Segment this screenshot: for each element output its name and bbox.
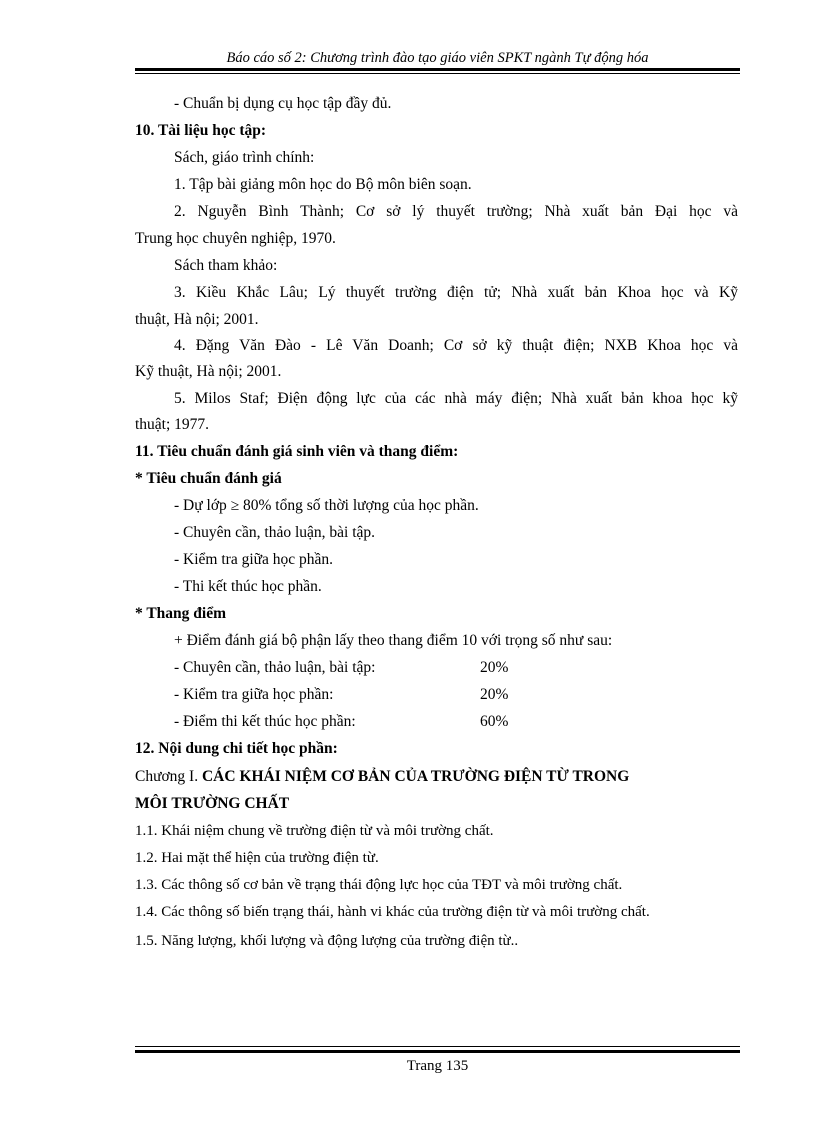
text-line: 4. Đặng Văn Đào - Lê Văn Doanh; Cơ sở kỹ thuật điện; NXB Khoa học và [174,337,738,354]
list-item: 1.5. Năng lượng, khối lượng và động lượng của trường điện từ.. [135,933,519,949]
text-line: thuật; 1977. [135,416,210,433]
text-line: - Chuẩn bị dụng cụ học tập đầy đủ. [174,95,392,112]
text-line: 5. Milos Staf; Điện động lực của các nhà máy điện; Nhà xuất bản khoa học kỹ [174,390,738,407]
header-rule [135,68,740,71]
text-line: 3. Kiều Khắc Lâu; Lý thuyết trường điện tử; Nhà xuất bản Khoa học và Kỹ [174,284,738,301]
subsection-heading: * Tiêu chuẩn đánh giá [135,470,282,487]
weight-label: - Điểm thi kết thúc học phần: [174,713,356,730]
text-line: - Thi kết thúc học phần. [174,578,322,595]
text-line: Kỹ thuật, Hà nội; 2001. [135,363,282,380]
chapter-title-cont: MÔI TRƯỜNG CHẤT [135,795,290,812]
text-line: 1. Tập bài giảng môn học do Bộ môn biên soạn. [174,176,472,193]
weight-label: - Kiểm tra giữa học phần: [174,686,334,703]
section-heading: 12. Nội dung chi tiết học phần: [135,740,338,757]
footer-rule [135,1050,740,1053]
list-item: 1.3. Các thông số cơ bản về trạng thái động lực học của TĐT và môi trường chất. [135,877,623,893]
weight-label: - Chuyên cần, thảo luận, bài tập: [174,659,376,676]
list-item: 1.1. Khái niệm chung về trường điện từ và môi trường chất. [135,823,494,839]
chapter-title: CÁC KHÁI NIỆM CƠ BẢN CỦA TRƯỜNG ĐIỆN TỪ TRONG [201,768,630,785]
text-line: Sách tham khảo: [174,257,278,274]
chapter-heading [135,767,629,787]
page-number: Trang 135 [406,1058,469,1074]
text-line: - Chuyên cần, thảo luận, bài tập. [174,524,376,541]
text-line: - Dự lớp ≥ 80% tổng số thời lượng của học phần. [174,497,479,514]
text-line: Sách, giáo trình chính: [174,149,315,166]
chapter-prefix: Chương I. [135,768,202,785]
text-line: Trung học chuyên nghiệp, 1970. [135,230,336,247]
section-heading: 11. Tiêu chuẩn đánh giá sinh viên và thang điểm: [135,443,459,460]
header-rule-thin [135,73,740,74]
weight-value: 60% [480,713,509,730]
list-item: 1.4. Các thông số biến trạng thái, hành vi khác của trường điện từ và môi trường chất. [135,904,650,920]
header-title: Báo cáo số 2: Chương trình đào tạo giáo viên SPKT ngành Tự động hóa [226,50,649,66]
text-line: - Kiểm tra giữa học phần. [174,551,334,568]
subsection-heading: * Thang điểm [135,605,227,622]
footer-rule-thin [135,1046,740,1047]
weight-value: 20% [480,686,509,703]
text-line: thuật, Hà nội; 2001. [135,311,259,328]
text-line: 2. Nguyễn Bình Thành; Cơ sở lý thuyết trường; Nhà xuất bản Đại học và [174,203,738,220]
text-line: + Điểm đánh giá bộ phận lấy theo thang điểm 10 với trọng số như sau: [174,632,613,649]
section-heading: 10. Tài liệu học tập: [135,122,267,139]
weight-value: 20% [480,659,509,676]
list-item: 1.2. Hai mặt thể hiện của trường điện từ. [135,850,379,866]
